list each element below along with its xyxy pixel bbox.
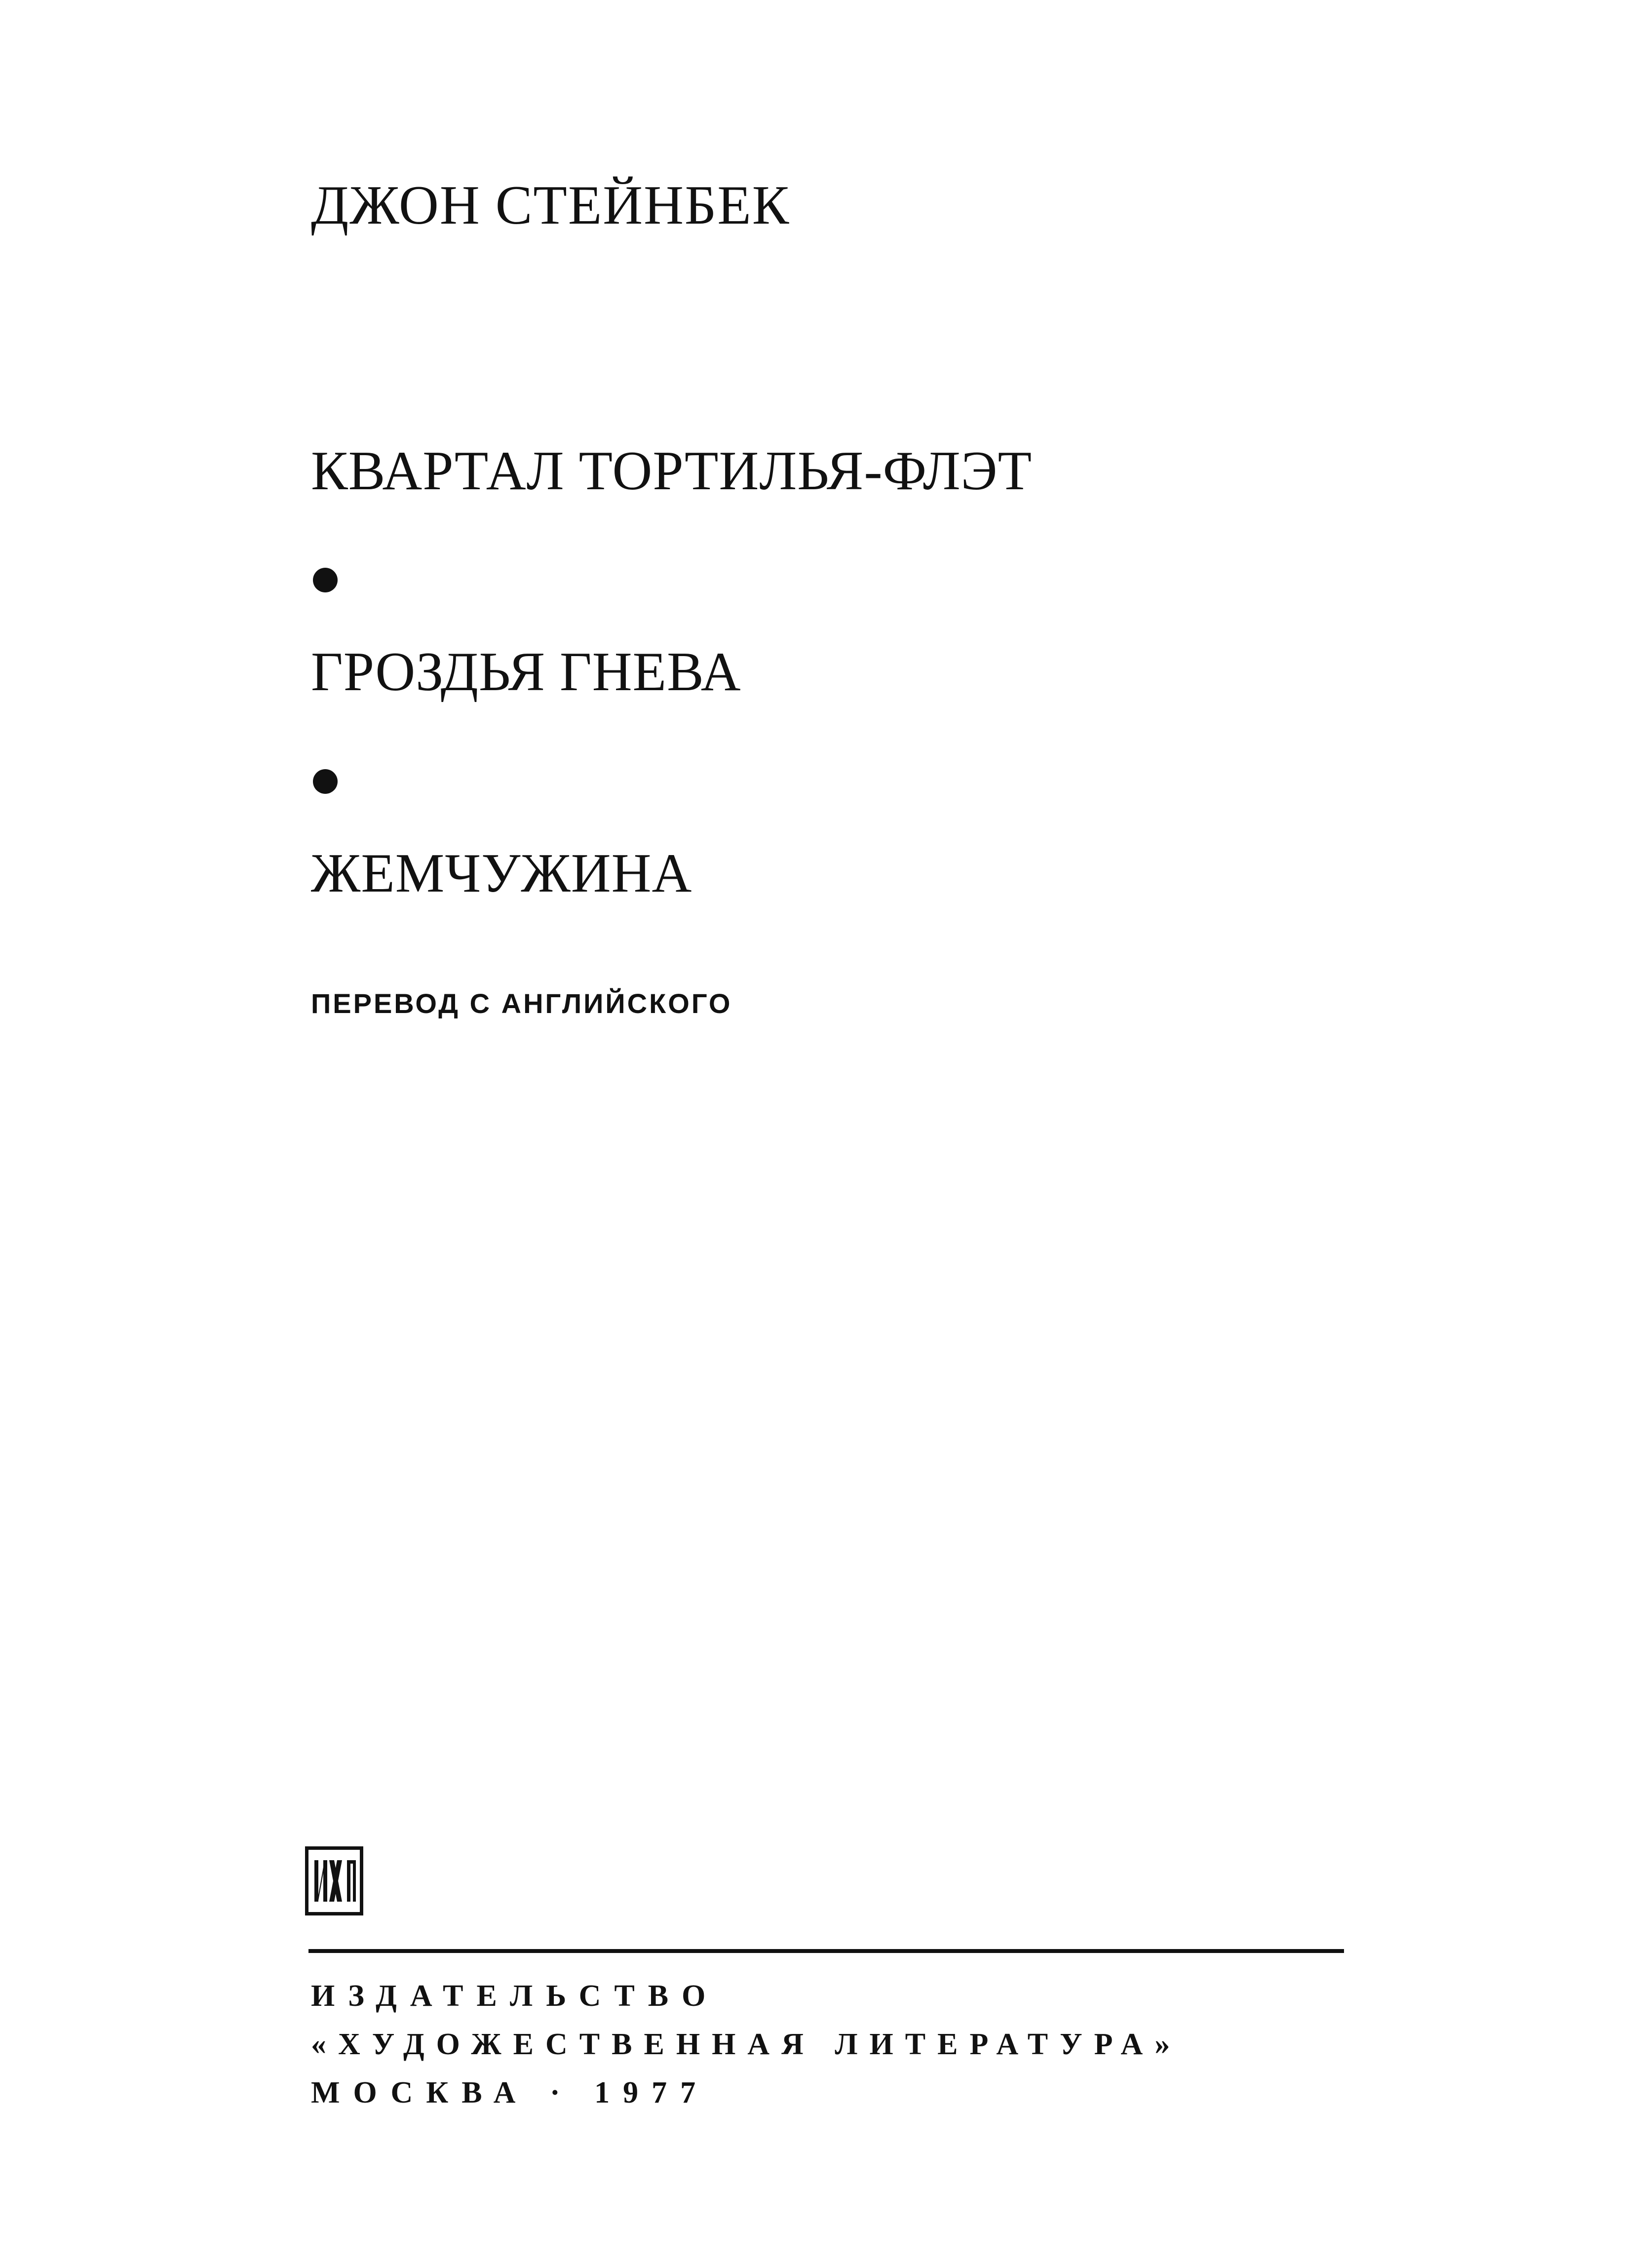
author-name: ДЖОН СТЕЙНБЕК — [311, 175, 790, 236]
publisher-label: ИЗДАТЕЛЬСТВО — [311, 1979, 719, 2013]
publisher-name: «ХУДОЖЕСТВЕННАЯ ЛИТЕРАТУРА» — [311, 2028, 1182, 2061]
work-title-pearl: ЖЕМЧУЖИНА — [311, 843, 692, 904]
bullet-separator — [313, 769, 338, 794]
work-title-tortilla-flat: КВАРТАЛ ТОРТИЛЬЯ-ФЛЭТ — [311, 440, 1033, 502]
horizontal-rule — [308, 1949, 1344, 1953]
city-year: МОСКВА · 1977 — [311, 2076, 709, 2109]
publisher-logo-icon — [305, 1846, 363, 1915]
translation-note: ПЕРЕВОД С АНГЛИЙСКОГО — [311, 988, 732, 1019]
work-title-grapes-of-wrath: ГРОЗДЬЯ ГНЕВА — [311, 641, 741, 703]
publisher-logo-mark — [311, 1853, 357, 1909]
bullet-separator — [313, 568, 338, 592]
